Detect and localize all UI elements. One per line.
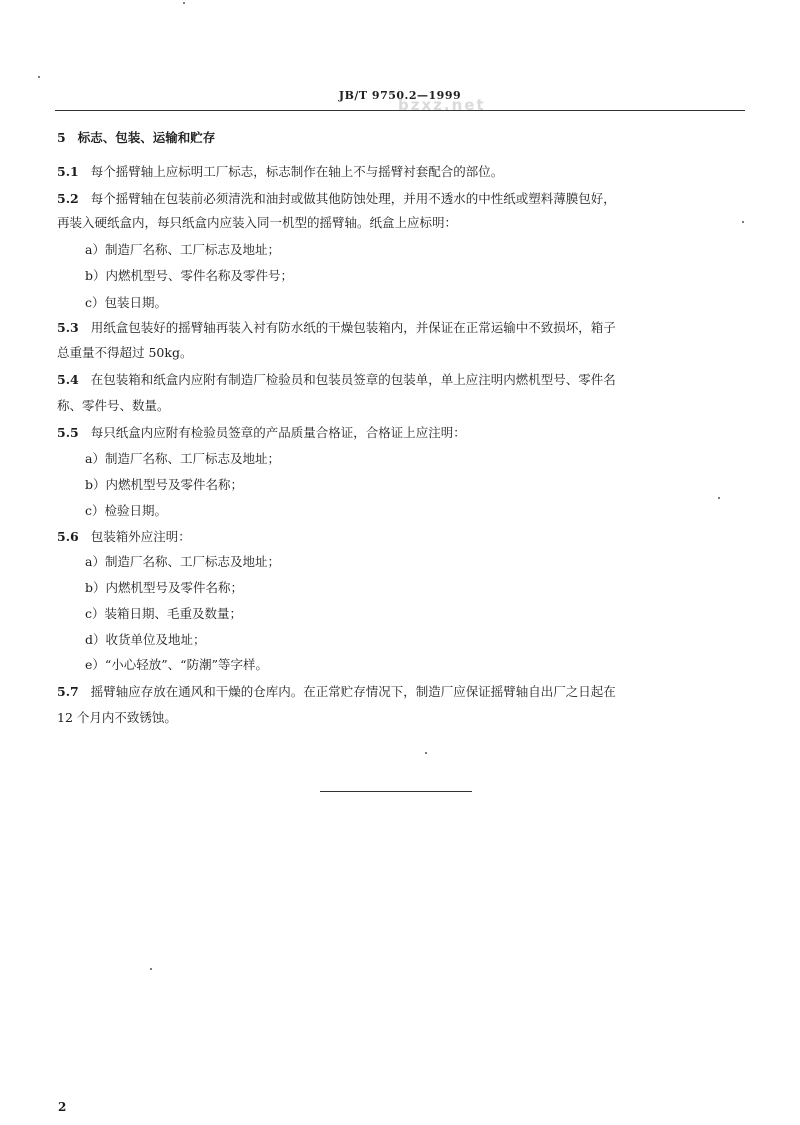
list-item: c）检验日期。 (85, 503, 168, 518)
section-title: 标志、包装、运输和贮存 (77, 130, 216, 145)
list-item: b）内燃机型号、零件名称及零件号； (85, 268, 294, 283)
clause-number: 5.6 (57, 529, 79, 544)
clause-number: 5.4 (57, 372, 79, 387)
scan-speck (742, 221, 744, 223)
scan-speck (150, 968, 152, 970)
clause-5-7-line-1 (57, 683, 616, 701)
clause-5-5 (57, 424, 466, 442)
clause-number: 5.5 (57, 425, 79, 440)
clause-text: 用纸盒包装好的摇臂轴再装入衬有防水纸的干燥包装箱内，并保证在正常运输中不致损坏，箱子 (90, 320, 616, 335)
watermark: bzxz.net (398, 96, 486, 114)
standard-code-header: JB/T 9750.2—1999 (338, 89, 462, 102)
clause-number: 5.2 (57, 191, 79, 206)
clause-5-7-line-2: 12 个月内不致锈蚀。 (57, 710, 177, 725)
end-of-document-rule (320, 791, 472, 792)
scan-speck (718, 497, 720, 499)
scan-speck (183, 2, 185, 4)
list-item: b）内燃机型号及零件名称； (85, 477, 244, 492)
clause-5-4-line-1 (57, 371, 616, 389)
page-number: 2 (58, 1100, 67, 1114)
clause-5-3-line-1 (57, 319, 616, 337)
section-number: 5 (57, 130, 66, 145)
clause-text: 每只纸盒内应附有检验员签章的产品质量合格证，合格证上应注明： (90, 425, 466, 440)
clause-number: 5.1 (57, 164, 79, 179)
clause-text: 每个摇臂轴在包装前必须清洗和油封或做其他防蚀处理，并用不透水的中性纸或塑料薄膜包好， (90, 191, 616, 206)
clause-number: 5.3 (57, 320, 79, 335)
clause-5-3-line-2: 总重量不得超过 50kg。 (57, 345, 193, 360)
list-item: c）装箱日期、毛重及数量； (85, 606, 243, 621)
clause-text: 摇臂轴应存放在通风和干燥的仓库内。在正常贮存情况下，制造厂应保证摇臂轴自出厂之日起在 (90, 684, 616, 699)
clause-text: 包装箱外应注明： (90, 529, 191, 544)
scan-speck (425, 752, 427, 754)
list-item: c）包装日期。 (85, 295, 168, 310)
clause-number: 5.7 (57, 684, 79, 699)
list-item: a）制造厂名称、工厂标志及地址； (85, 242, 280, 257)
scan-speck (38, 76, 40, 78)
clause-5-6 (57, 528, 191, 546)
list-item: d）收货单位及地址； (85, 632, 206, 647)
list-item: e）“小心轻放”、“防潮”等字样。 (85, 657, 268, 672)
clause-5-2-line-2: 再装入硬纸盒内，每只纸盒内应装入同一机型的摇臂轴。纸盒上应标明： (57, 215, 458, 230)
clause-text: 每个摇臂轴上应标明工厂标志，标志制作在轴上不与摇臂衬套配合的部位。 (90, 164, 504, 179)
clause-5-4-line-2: 称、零件号、数量。 (57, 398, 170, 413)
clause-5-2-line-1 (57, 190, 616, 208)
list-item: a）制造厂名称、工厂标志及地址； (85, 451, 280, 466)
section-heading (57, 129, 215, 147)
clause-5-1 (57, 163, 503, 181)
list-item: a）制造厂名称、工厂标志及地址； (85, 554, 280, 569)
clause-text: 在包装箱和纸盒内应附有制造厂检验员和包装员签章的包装单，单上应注明内燃机型号、零件名 (90, 372, 616, 387)
list-item: b）内燃机型号及零件名称； (85, 580, 244, 595)
